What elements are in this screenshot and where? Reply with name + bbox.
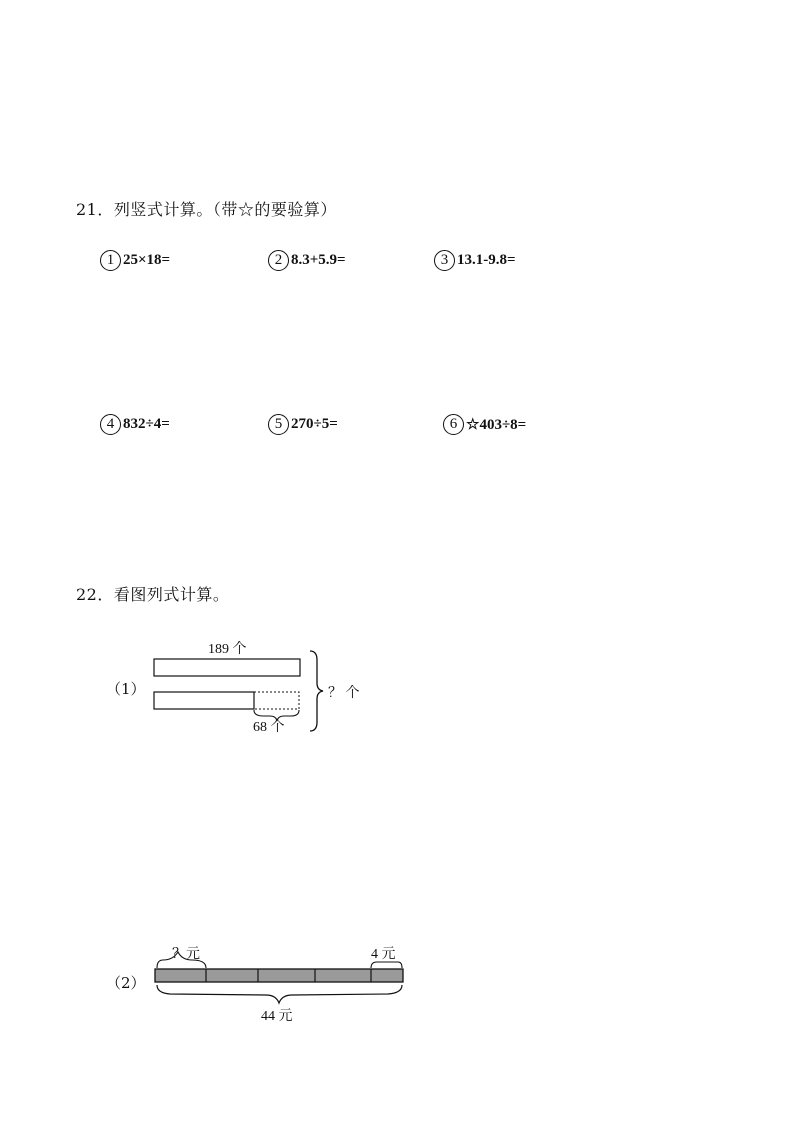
diagram-2-right-label: 4 元 xyxy=(371,947,396,962)
circled-number-5: 5 xyxy=(268,414,289,435)
circled-number-1: 1 xyxy=(100,250,121,271)
circled-number-4: 4 xyxy=(100,414,121,435)
bottom-bar xyxy=(154,692,254,709)
circled-number-3: 3 xyxy=(434,250,455,271)
question-21-title: 21．列竖式计算。（带☆的要验算） xyxy=(76,200,337,219)
diagram-1-total-label: ？ 个 xyxy=(328,686,360,701)
circled-number-2: 2 xyxy=(268,250,289,271)
problem-1-expression: 25×18= xyxy=(123,252,171,268)
dotted-extension xyxy=(254,692,299,709)
diagram-2 xyxy=(155,946,403,1024)
total-brace xyxy=(157,985,402,1003)
diagram-1-bottom-label: 68 个 xyxy=(253,720,285,735)
money-bar xyxy=(155,969,403,982)
top-right-brace xyxy=(371,962,402,968)
problem-6-expression: ☆403÷8= xyxy=(466,417,527,433)
question-22-title: 22．看图列式计算。 xyxy=(76,585,230,604)
diagram-1 xyxy=(154,641,360,735)
problem-5-expression: 270÷5= xyxy=(291,416,338,432)
diagram-1-top-label: 189 个 xyxy=(208,642,247,657)
problem-4-expression: 832÷4= xyxy=(123,416,170,432)
part-1-label: （1） xyxy=(106,680,146,698)
part-2-label: （2） xyxy=(106,974,146,992)
diagram-2-left-label: ？元 xyxy=(172,947,200,962)
problem-2-expression: 8.3+5.9= xyxy=(291,252,346,268)
top-bar xyxy=(154,659,300,676)
problem-3-expression: 13.1-9.8= xyxy=(457,252,516,268)
diagram-2-total-label: 44 元 xyxy=(261,1009,293,1024)
circled-number-6: 6 xyxy=(443,414,464,435)
right-brace xyxy=(310,651,323,731)
